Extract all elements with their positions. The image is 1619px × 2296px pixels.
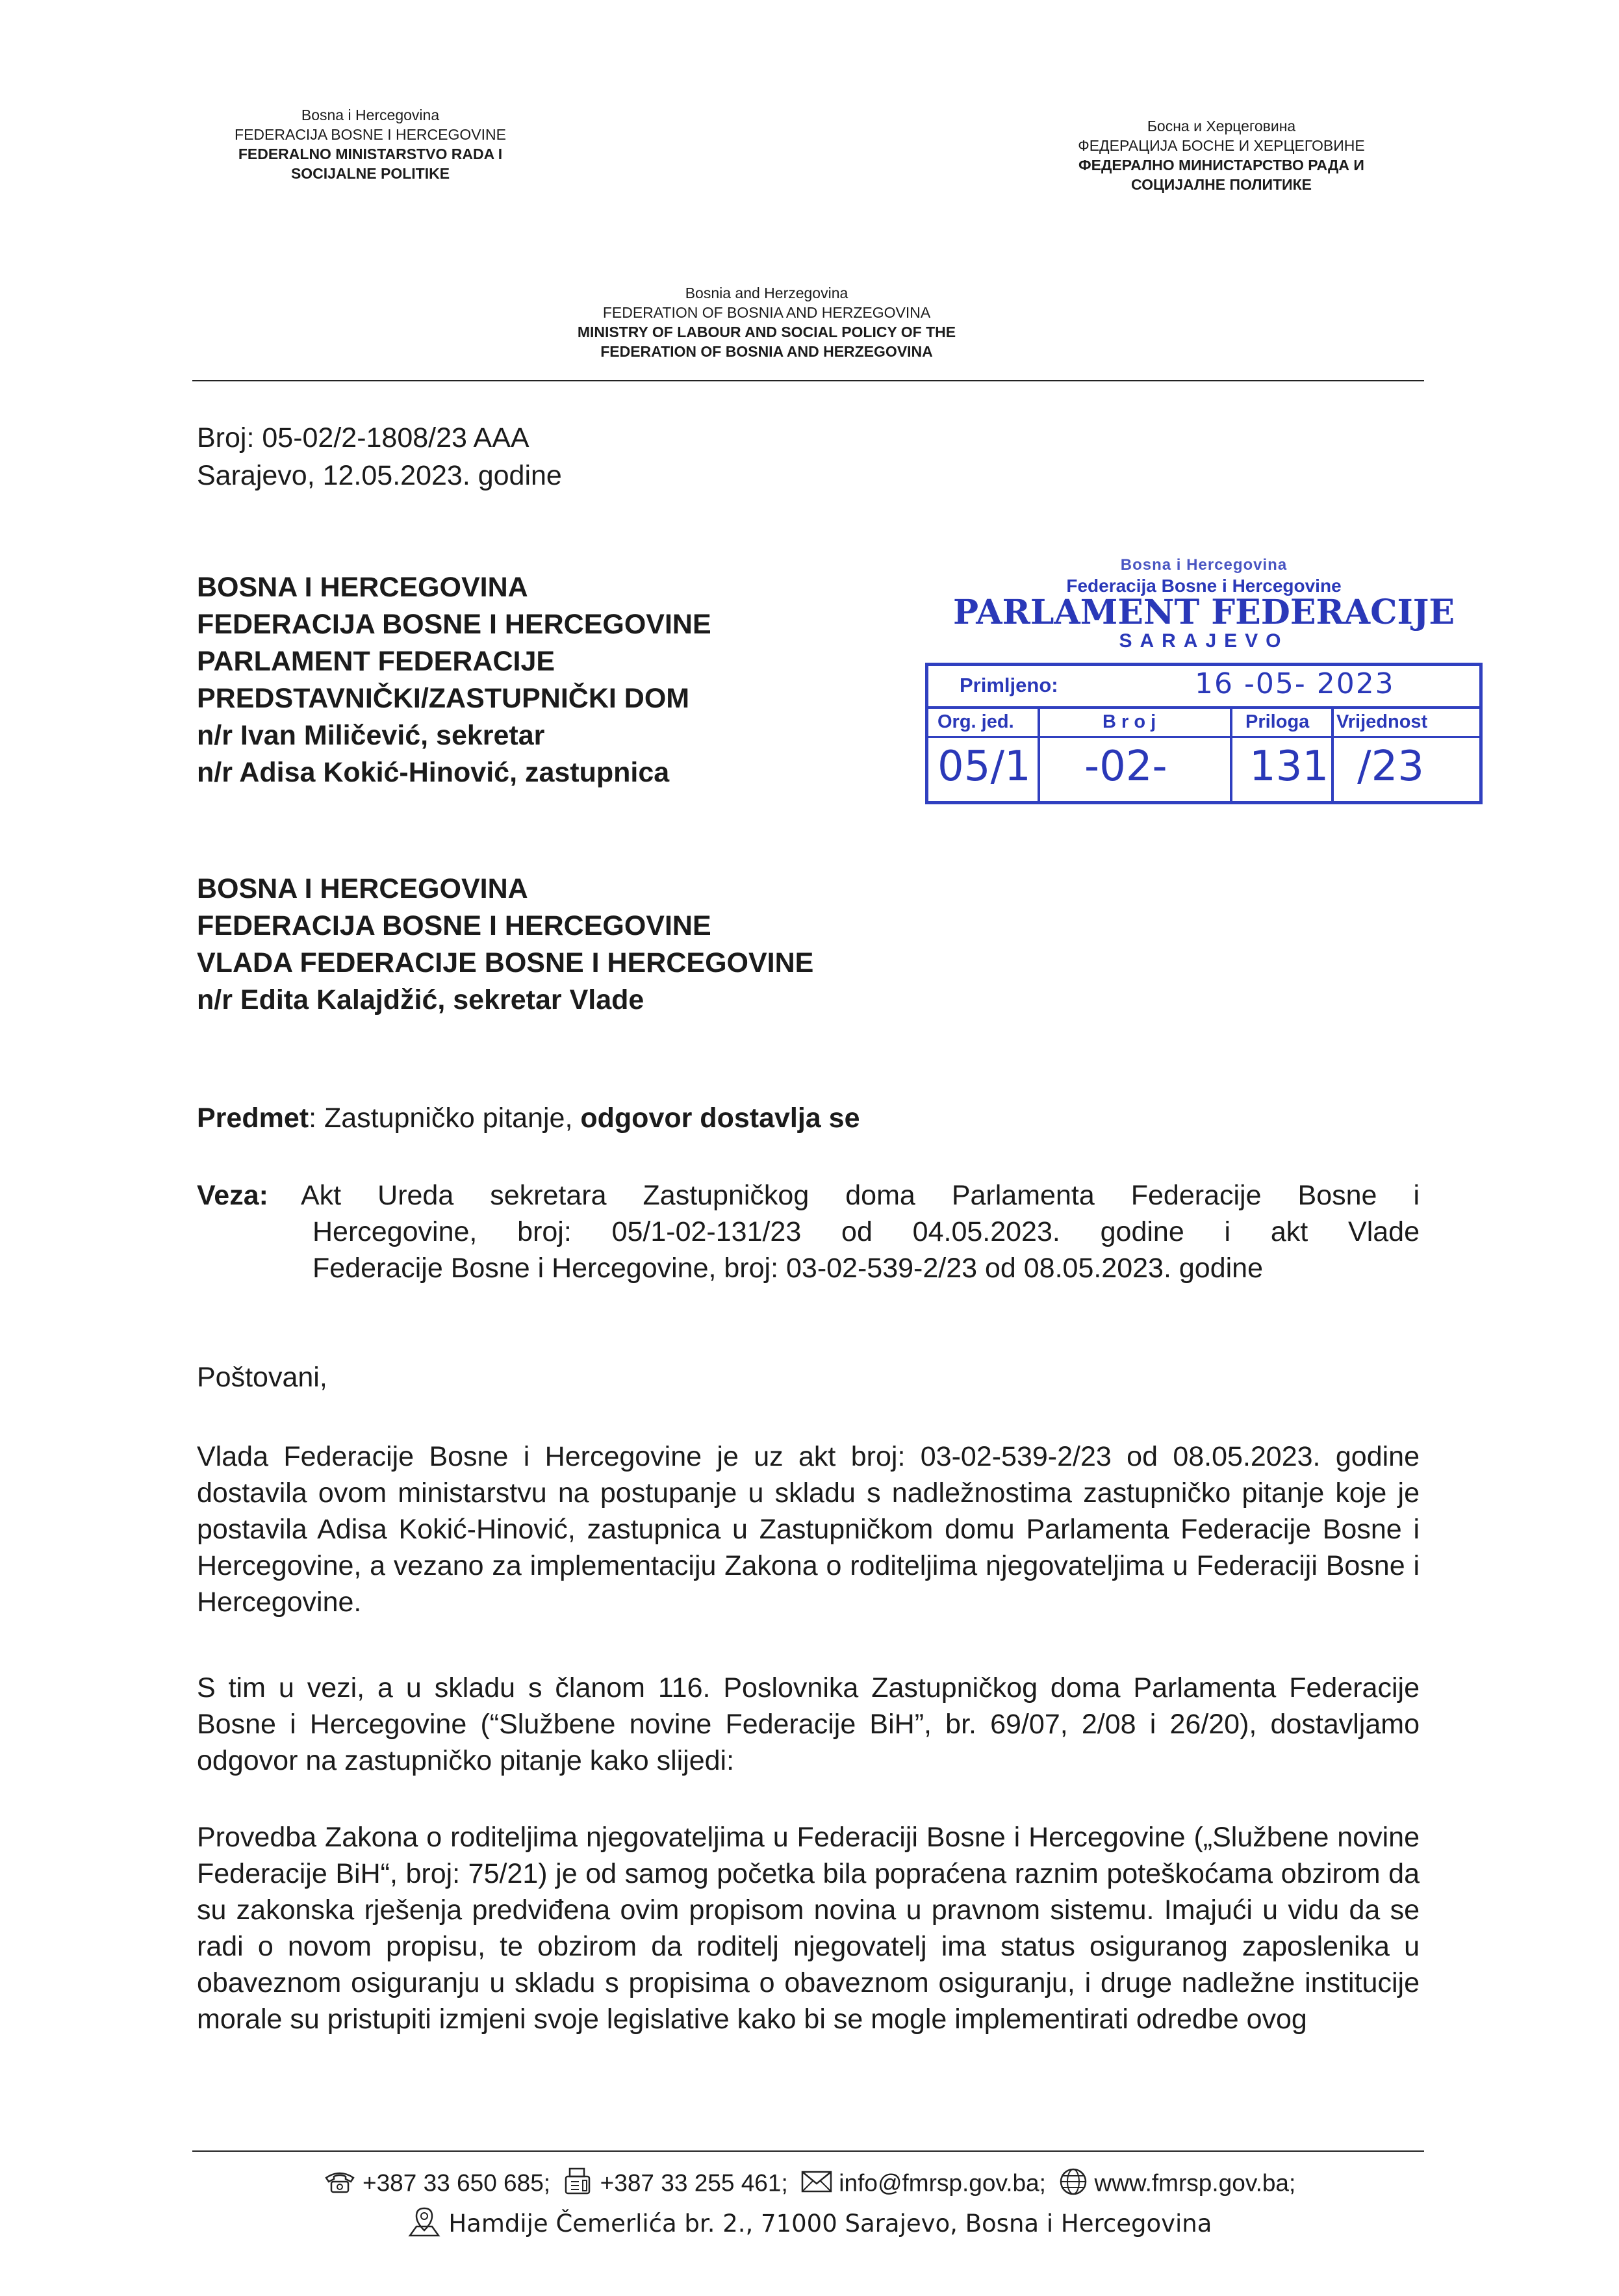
recipient-line: FEDERACIJA BOSNE I HERCEGOVINE bbox=[197, 910, 711, 941]
subject-text: : Zastupničko pitanje, bbox=[309, 1103, 581, 1134]
header-center-line: FEDERATION OF BOSNIA AND HERZEGOVINA bbox=[602, 303, 931, 321]
footer-contacts bbox=[0, 2167, 1619, 2202]
stamp-col-broj: B r o j bbox=[1103, 711, 1156, 732]
header-right-line: ФЕДЕРАЦИЈА БОСНЕ И ХЕРЦЕГОВИНЕ bbox=[1078, 136, 1365, 154]
stamp-line-1: Bosna i Hercegovina bbox=[1120, 556, 1288, 574]
recipient-line: PREDSTAVNIČKI/ZASTUPNIČKI DOM bbox=[197, 683, 690, 714]
recipient-line: n/r Ivan Miličević, sekretar bbox=[197, 720, 545, 751]
recipient-line: VLADA FEDERACIJE BOSNE I HERCEGOVINE bbox=[197, 947, 814, 978]
footer-fax: +387 33 255 461; bbox=[600, 2169, 788, 2197]
phone-icon bbox=[324, 2169, 356, 2200]
veza-label: Veza: bbox=[197, 1180, 268, 1211]
stamp-value-org: 05/1 bbox=[937, 743, 1031, 791]
stamp-header-divider bbox=[928, 736, 1479, 738]
header-right-line: Босна и Херцеговина bbox=[1147, 118, 1296, 134]
header-left-line: FEDERACIJA BOSNE I HERCEGOVINE bbox=[235, 125, 506, 143]
document-date: Sarajevo, 12.05.2023. godine bbox=[197, 460, 562, 491]
recipient-line: FEDERACIJA BOSNE I HERCEGOVINE bbox=[197, 609, 711, 640]
location-icon bbox=[407, 2206, 441, 2244]
stamp-value-priloga: 131 bbox=[1249, 743, 1329, 791]
stamp-line-4: SARAJEVO bbox=[1119, 630, 1289, 652]
stamp-col-divider bbox=[1230, 706, 1232, 801]
globe-icon bbox=[1059, 2167, 1088, 2202]
recipient-line: PARLAMENT FEDERACIJE bbox=[197, 646, 555, 677]
recipient-line: BOSNA I HERCEGOVINA bbox=[197, 873, 528, 904]
stamp-col-divider bbox=[1331, 706, 1334, 801]
header-divider bbox=[192, 380, 1424, 381]
footer-email[interactable]: info@fmrsp.gov.ba; bbox=[839, 2169, 1046, 2197]
footer-divider bbox=[192, 2150, 1424, 2152]
fax-icon bbox=[563, 2167, 593, 2202]
header-right bbox=[1007, 117, 1436, 195]
stamp-value-broj: -02- bbox=[1084, 743, 1167, 791]
stamp-col-divider bbox=[1038, 706, 1040, 801]
header-center bbox=[520, 284, 1013, 362]
recipient-line: BOSNA I HERCEGOVINA bbox=[197, 572, 528, 603]
mail-icon bbox=[801, 2171, 832, 2199]
stamp-col-org: Org. jed. bbox=[937, 711, 1014, 732]
stamp-col-vrijednost: Vrijednost bbox=[1336, 711, 1428, 732]
footer-web[interactable]: www.fmrsp.gov.ba; bbox=[1094, 2169, 1296, 2197]
body-paragraph: Provedba Zakona o roditeljima njegovateljima u Federaciji Bosne i Hercegovine („Službene novine Federacije BiH“, broj: 75/21) je od samog početka bila popraćena raznim poteškoćama obzirom da su zakonska rješenja predviđena ovim propisom novina u pravnom sistemu. Imajući u vidu da se radi o novom propisu, te obzirom da roditelj njegovatelj ima status osiguranog zaposlenika u obaveznom osiguranju u skladu s propisima o obaveznom osiguranju, i druge nadležne institucije morale su pristupiti izmjeni svoje legislative kako bi se mogle implementirati odredbe ovog bbox=[197, 1822, 1420, 2035]
header-left-line: FEDERALNO MINISTARSTVO RADA I bbox=[238, 145, 503, 162]
recipient-line: n/r Edita Kalajdžić, sekretar Vlade bbox=[197, 984, 644, 1015]
header-center-line: MINISTRY OF LABOUR AND SOCIAL POLICY OF THE bbox=[577, 323, 956, 340]
veza-line-2: Hercegovine, broj: 05/1-02-131/23 od 04.05.2023. godine i akt Vlade bbox=[312, 1216, 1420, 1247]
footer-phone: +387 33 650 685; bbox=[362, 2169, 551, 2197]
stamp-col-priloga: Priloga bbox=[1245, 711, 1310, 732]
veza-block bbox=[197, 1177, 1420, 1286]
header-left-line: Bosna i Hercegovina bbox=[301, 107, 440, 123]
header-left bbox=[162, 106, 578, 184]
document-number: Broj: 05-02/2-1808/23 AAA bbox=[197, 422, 529, 453]
recipient-parliament bbox=[197, 569, 711, 791]
veza-line-3: Federacije Bosne i Hercegovine, broj: 03-02-539-2/23 od 08.05.2023. godine bbox=[312, 1253, 1263, 1284]
body-paragraph: S tim u vezi, a u skladu s članom 116. Poslovnika Zastupničkog doma Parlamenta Federacije Bosne i Hercegovine (“Službene novine Federacije BiH”, br. 69/07, 2/08 i 26/20), dostavljamo odgovor na zastupničko pitanje kako slijedi: bbox=[197, 1672, 1420, 1776]
recipient-line: n/r Adisa Kokić-Hinović, zastupnica bbox=[197, 757, 670, 788]
stamp-received-date: 16 -05- 2023 bbox=[1195, 667, 1395, 700]
body-paragraph: Vlada Federacije Bosne i Hercegovine je uz akt broj: 03-02-539-2/23 od 08.05.2023. godine dostavila ovom ministarstvu na postupanje u skladu s nadležnostima zastupničko pitanje koje je postavila Adisa Kokić-Hinović, zastupnica u Zastupničkom domu Parlamenta Federacije Bosne i Hercegovine, a vezano za implementaciju Zakona o roditeljima njegovateljima u Federaciji Bosne i Hercegovine. bbox=[197, 1441, 1420, 1618]
veza-first-row bbox=[197, 1177, 1420, 1214]
header-center-line: FEDERATION OF BOSNIA AND HERZEGOVINA bbox=[600, 342, 933, 360]
footer-address: Hamdije Čemerlića br. 2., 71000 Sarajevo, Bosna i Hercegovina bbox=[448, 2210, 1212, 2238]
salutation: Poštovani, bbox=[197, 1362, 327, 1393]
recipient-government bbox=[197, 871, 813, 1019]
stamp-value-vrijednost: /23 bbox=[1357, 743, 1424, 791]
stamp-line-2: Federacija Bosne i Hercegovine bbox=[1066, 576, 1342, 596]
stamp-received-label: Primljeno: bbox=[960, 674, 1058, 696]
header-right-line: СОЦИЈАЛНЕ ПОЛИТИКЕ bbox=[1131, 175, 1312, 193]
veza-line-1: Akt Ureda sekretara Zastupničkog doma Parlamenta Federacije Bosne i bbox=[301, 1180, 1420, 1211]
stamp-row-divider bbox=[928, 706, 1479, 709]
subject-label: Predmet bbox=[197, 1103, 309, 1134]
subject-line bbox=[197, 1100, 860, 1136]
footer-address-row bbox=[0, 2206, 1619, 2244]
header-center-line: Bosnia and Herzegovina bbox=[685, 285, 848, 301]
header-right-line: ФЕДЕРАЛНО МИНИСТАРСТВО РАДА И bbox=[1078, 156, 1364, 173]
stamp-grid bbox=[925, 663, 1483, 804]
header-left-line: SOCIJALNE POLITIKE bbox=[290, 164, 450, 182]
stamp-line-3: PARLAMENT FEDERACIJE bbox=[952, 593, 1455, 632]
document-meta bbox=[197, 419, 562, 494]
subject-bold-text: odgovor dostavlja se bbox=[580, 1103, 860, 1134]
